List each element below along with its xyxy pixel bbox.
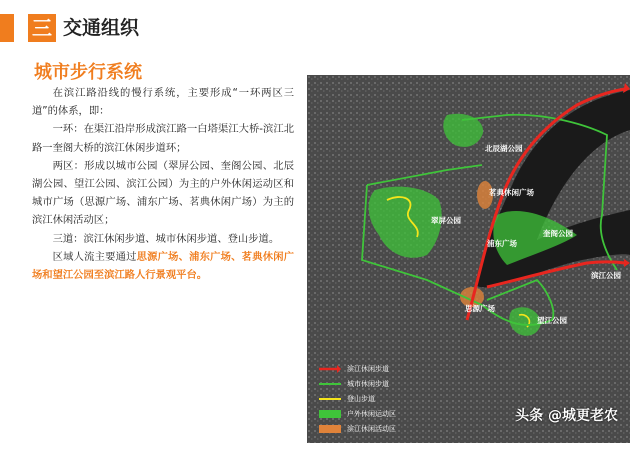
label-binjiang: 滨江公园 — [591, 271, 621, 280]
label-pudong: 浦东广场 — [487, 239, 517, 248]
page-title: 交通组织 — [63, 17, 140, 39]
legend-label: 滨江休闲活动区 — [347, 424, 396, 433]
legend-item — [319, 361, 396, 376]
legend-label: 滨江休闲步道 — [347, 364, 389, 373]
green-line-icon — [319, 380, 341, 388]
paragraph-3: 两区：形成以城市公园（翠屏公园、奎阁公园、北辰湖公园、望江公园、滨江公园）为主的户外休闲运动区和城市广场（思源广场、浦东广场、茗典休闲广场）为主的滨江休闲活动区； — [32, 159, 294, 227]
watermark: 头条 @城更老农 — [515, 408, 618, 424]
label-beichen: 北辰湖公园 — [485, 144, 523, 153]
legend-label: 城市休闲步道 — [347, 379, 389, 388]
paragraph-5-highlight: 思源广场、浦东广场、茗典休闲广场和望江公园至滨江路人行景观平台。 — [32, 250, 295, 282]
orange-box-icon — [319, 425, 341, 433]
paragraph-5-prefix: 区域人流主要通过 — [52, 250, 137, 263]
paragraph-1: 在滨江路沿线的慢行系统，主要形成“一环两区三道”的体系，即： — [32, 87, 294, 118]
legend-item — [319, 421, 396, 436]
label-siyuan: 思源广场 — [465, 304, 495, 313]
label-kuige: 奎阁公园 — [543, 229, 573, 238]
section-title: 城市步行系统 — [34, 62, 142, 83]
label-wangjiang: 望江公园 — [537, 316, 567, 325]
header-accent-bar — [0, 14, 14, 42]
paragraph-5 — [32, 248, 294, 284]
red-arrow-line-icon — [319, 365, 341, 373]
description-text — [32, 84, 294, 284]
label-cuiping: 翠屏公园 — [431, 216, 461, 225]
legend-label: 登山步道 — [347, 394, 375, 403]
legend-item — [319, 391, 396, 406]
yellow-line-icon — [319, 395, 341, 403]
legend-item — [319, 406, 396, 421]
legend-item — [319, 376, 396, 391]
section-number-badge: 三 — [28, 14, 56, 42]
legend-label: 户外休闲运动区 — [347, 409, 396, 418]
map-legend — [319, 361, 396, 436]
paragraph-4: 三道：滨江休闲步道、城市休闲步道、登山步道。 — [52, 232, 280, 245]
aerial-map — [307, 75, 630, 443]
paragraph-2: 一环：在渠江沿岸形成滨江路一白塔渠江大桥-滨江北路一奎阁大桥的滨江休闲步道环； — [32, 123, 294, 154]
green-box-icon — [319, 410, 341, 418]
label-mingdian: 茗典休闲广场 — [489, 188, 534, 197]
